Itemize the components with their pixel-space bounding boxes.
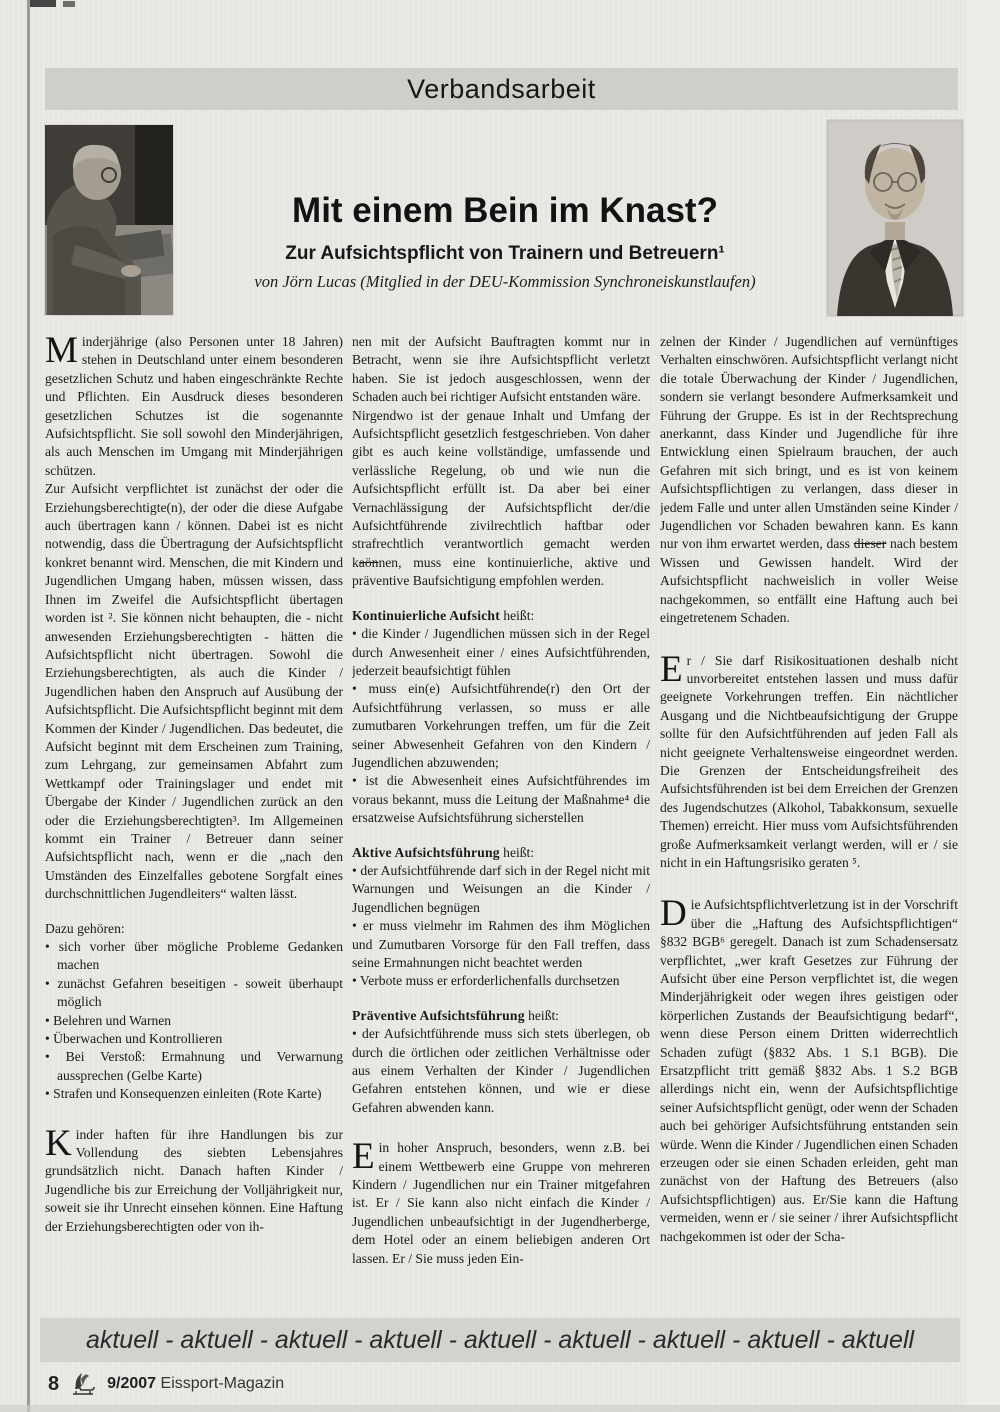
list-item: • ist die Abwesenheit eines Aufsichtführendes im voraus bekannt, muss die Leitung der Maßnahme⁴ die ersatzweise Aufsichtsführung sicherstellen — [352, 772, 650, 827]
list-item: • Belehren und Warnen — [45, 1012, 343, 1030]
column-1 — [45, 333, 343, 1318]
list-item: • der Aufsichtführende muss sich stets überlegen, ob durch die örtlichen oder zeitlichen Verhältnisse oder aus einem Verhalten der Kinder / Jugendlichen Gefahren entstehen können, und wie er diese Gefahren abwenden kann. — [352, 1025, 650, 1117]
list-intro: Dazu gehören: — [45, 920, 125, 936]
list-item: • sich vorher über mögliche Probleme Gedanken machen — [45, 938, 343, 975]
article-title: Mit einem Bein im Knast? — [292, 191, 718, 231]
drop-cap: D — [660, 893, 687, 935]
skate-logo-icon — [68, 1371, 98, 1398]
scan-edge-left — [27, 0, 30, 1412]
scan-edge-bottom — [0, 1405, 1000, 1412]
page-footer — [48, 1368, 284, 1400]
list-item: • zunächst Gefahren beseitigen - soweit überhaupt möglich — [45, 975, 343, 1012]
magazine-name: Eissport-Magazin — [160, 1375, 285, 1392]
struck-text: aön — [358, 554, 379, 570]
aktuell-ticker-band: aktuell - aktuell - aktuell - aktuell - aktuell - aktuell - aktuell - aktuell - aktuell — [40, 1318, 960, 1362]
section-heading: Präventive Aufsichtsführung heißt: — [352, 1007, 560, 1023]
page-number: 8 — [48, 1372, 60, 1395]
list-item: • Überwachen und Kontrollieren — [45, 1030, 343, 1048]
paragraph: Die Aufsichtspflichtverletzung ist in der Vorschrift über die „Haftung des Aufsichtspflichtigen“ §832 BGB⁶ geregelt. Danach ist zum Schadensersatz verpflichtet, „wer kraft Gesetzes zur Führung der Aufsicht über eine Person verpflichtet ist, die wegen Minderjährigkeit oder wegen ihres geistigen oder körperlichen Zustands der Beaufsichtigung bedarf“, wenn diese Person einem Dritten widerrechtlich Schaden zufügt (§832 Abs. 1 S.1 BGB). Die Ersatzpflicht tritt gemäß §832 Abs. 1 S.2 BGB allerdings nicht ein, wenn der Aufsichtspflichtige seiner Aufsichtspflicht genügt, oder wenn der Schaden auch bei gehöriger Aufsichtsführung entstanden sein würde. Wenn die Kinder / Jugendlichen einen Schaden erzeugen oder sie einen Schaden erleiden, geht man zunächst von der Haftung des Betreuers (also Aufsichtspflichtigen) aus. Er/Sie kann die Haftung vermeiden, wenn er / sie seiner / ihrer Aufsichtspflicht nachgekommen ist oder der Scha- — [660, 893, 958, 1244]
paragraph: Kinder haften für ihre Handlungen bis zur Vollendung des siebten Lebensjahres grundsätzlich nicht. Danach haften Kinder / Jugendliche bis zur Erreichung der Volljährigkeit nur, soweit sie ihr Unrecht einsehen können. Eine Haftung der Erziehungsberechtigten oder von ih- — [45, 1122, 343, 1234]
bullet-list — [352, 625, 650, 827]
list-item: • er muss vielmehr im Rahmen des ihm Möglichen und Zumutbaren Vorsorge für den Fall treffen, dass seine Ermahnungen nicht beachtet werden — [352, 917, 650, 972]
list-item: • Bei Verstoß: Ermahnung und Verwarnung aussprechen (Gelbe Karte) — [45, 1048, 343, 1085]
drop-cap: E — [660, 648, 683, 690]
column-2 — [352, 333, 650, 1318]
trainer-photo-illustration — [45, 125, 173, 315]
section-heading: Aktive Aufsichtsführung heißt: — [352, 844, 535, 860]
list-item: • Verbote muss er erforderlichenfalls durchsetzen — [352, 972, 650, 990]
drop-cap: M — [45, 333, 78, 371]
column-3 — [660, 333, 958, 1318]
article-byline: von Jörn Lucas (Mitglied in der DEU-Kommission Synchroneiskunstlaufen) — [254, 272, 756, 291]
paragraph: Ein hoher Anspruch, besonders, wenn z.B. bei einem Wettbewerb eine Gruppe von mehreren Kindern / Jugendlichen nur ein Trainer mitgefahren ist. Er / Sie kann also nicht einfach die Kinder / Jugendlichen unbeaufsichtigt in der Jugendherberge, dem Hotel oder an einem beliebigen anderen Ort lassen. Er / Sie muss jeden Ein- — [352, 1136, 650, 1266]
section-heading: Kontinuierliche Aufsicht heißt: — [352, 607, 535, 623]
scan-edge-right — [966, 0, 1000, 1412]
paragraph: zelnen der Kinder / Jugendlichen auf vernünftiges Verhalten einschwören. Aufsichtspflicht verlangt nicht die totale Überwachung der Kinder / Jugendlichen, sondern sie verlangt besondere Aufmerksamkeit und Führung der Gruppe. Es ist in der Rechtsprechung anerkannt, dass Kinder und Jugendliche für ihre Entwicklung einen Spielraum brauchen, der auch Gefahren mit sich bringt, und es ist von keinem Aufsichtspflichtigen zu verlangen, dass dieser in jedem Falle und unter allen Umständen seine Kinder / Jugendlichen vor Schaden bewahren kann. Es kann nur von ihm erwartet werden, dass dieser nach bestem Wissen und Gewissen handelt. Wird der Aufsichtspflicht nachweislich in voller Weise nachgekommen, so entfällt eine Haftung auch bei eingetretenem Schaden. — [660, 334, 958, 626]
issue-label: 9/2007 — [107, 1375, 157, 1392]
drop-cap: K — [45, 1122, 72, 1164]
bullet-list — [352, 862, 650, 991]
issue-and-magazine — [107, 1375, 284, 1393]
list-item: • muss ein(e) Aufsichtführende(r) den Ort der Aufsichtführung verlassen, so muss er alle zumutbaren Vorkehrungen treffen, um für die Zeit seiner Abwesenheit Gefahren von den Kindern / Jugendlichen abzuwenden; — [352, 680, 650, 772]
drop-cap: E — [352, 1136, 375, 1178]
list-item: • Strafen und Konsequenzen einleiten (Rote Karte) — [45, 1085, 343, 1103]
article-subtitle: Zur Aufsichtspflicht von Trainern und Betreuern¹ — [285, 242, 725, 264]
scan-mark — [63, 1, 75, 7]
paragraph: Zur Aufsicht verpflichtet ist zunächst der oder die Erziehungsberechtigte(n), der oder die diese Aufgabe auch übertragen kann / können. Dabei ist es nicht notwendig, dass die Übertragung der Aufsichtspflicht konkret benannt wird. Menschen, die mit Kindern und Jugendlichen Umgang haben, müssen wissen, dass Ihnen im Zweifel die Aufsichtspflicht übertagen worden ist ². Sie können nicht behaupten, die - nicht anwesenden Erziehungsberechtigten - hätten die Aufsichtspflicht nicht übertragen. Sowohl die Erziehungsberechtigten, als auch die Kinder / Jugendlichen haben den Anspruch auf Ausübung der Aufsichtspflicht. Die Aufsichtspflicht beginnt mit dem Kommen der Kinder / Jugendlichen. Das bedeutet, die Aufsicht beginnt mit dem Erscheinen zum Training, zum Lehrgang, zur gemeinsamen Abfahrt zum Wettkampf oder Trainingslager und endet mit Übergabe der Kinder / Jugendlichen zurück an den oder die Erziehungsberechtigten³. Im Allgemeinen kommt ein Trainer / Betreuer dann seiner Aufsichtspflicht nach, wenn er die „nach den Umständen des Einzelfalles gebotene Sorgfalt eines durchschnittlichen Jugendleiters“ walten lässt. — [45, 481, 343, 902]
author-portrait-photo — [827, 120, 963, 316]
paragraph: Nirgendwo ist der genaue Inhalt und Umfang der Aufsichtspflicht gesetzlich festgeschrieben. Von daher gibt es auch keine vollständige, umfassende und verlässliche Regelung, ob und wie nun die Aufsichtspflicht erfüllt ist. Da aber bei einer Vernachlässigung der Aufsichtspflicht der/die Aufsichtführende zivilrechtlich haftbar oder strafrechtlich verantwortlich gemacht werden kaönnen, muss eine kontinuierliche, aktive und präventive Baufsichtigung empfohlen werden. — [352, 407, 650, 589]
list-item: • der Aufsichtführende darf sich in der Regel nicht mit Warnungen und Weisungen an die Kinder / Jugendlichen begnügen — [352, 862, 650, 917]
paragraph: nen mit der Aufsicht Bauftragten kommt nur in Betracht, wenn sie ihre Aufsichtspflicht verletzt haben. Sie ist jedoch ausgeschlossen, wenn der Schaden auch bei richtiger Aufsicht entstanden wäre. — [352, 334, 650, 405]
trainer-photo — [45, 125, 173, 315]
scan-mark — [30, 0, 56, 7]
paragraph: Minderjährige (also Personen unter 18 Jahren) stehen in Deutschland unter einem besonderen gesetzlichen Schutz und haben eingeschränkte Rechte und Pflichten. Ein Ausdruck dieses besonderen gesetzlichen Schutzes ist die sogenannte Aufsichtspflicht. Sie soll sowohl den Minderjährigen, als auch Menschen im Umgang mit Minderjährigen schützen. — [45, 333, 343, 478]
paragraph: Er / Sie darf Risikosituationen deshalb nicht unvorbereitet entstehen lassen und muss dafür geeignete Vorkehrungen treffen. Ein nächtlicher Ausgang und die Nichtbeaufsichtigung der Gruppe sollte für den Aufsichtführenden auf jeden Fall als nicht geeignete Verhaltensweise eingeordnet werden. Die Grenzen der Entscheidungsfreiheit des Aufsichtsführenden ist bei dem Erreichen der Grenzen des Jugendschutzes (Alkohol, Tabakkonsum, sexuelle Themen) erreicht. Hier muss vom Aufsichtsführenden große Aufmerksamkeit verlangt werden, will er / sie nicht in ein Haftungsrisiko geraten ⁵. — [660, 648, 958, 870]
bullet-list — [45, 938, 343, 1104]
section-banner: Verbandsarbeit — [45, 68, 958, 110]
struck-text: dieser — [853, 536, 887, 552]
list-item: • die Kinder / Jugendlichen müssen sich in der Regel durch Anwesenheit einer / eines Aufsichtführenden, jederzeit beaufsichtigt fühlen — [352, 625, 650, 680]
bullet-list — [352, 1025, 650, 1117]
author-portrait-illustration — [827, 120, 963, 316]
